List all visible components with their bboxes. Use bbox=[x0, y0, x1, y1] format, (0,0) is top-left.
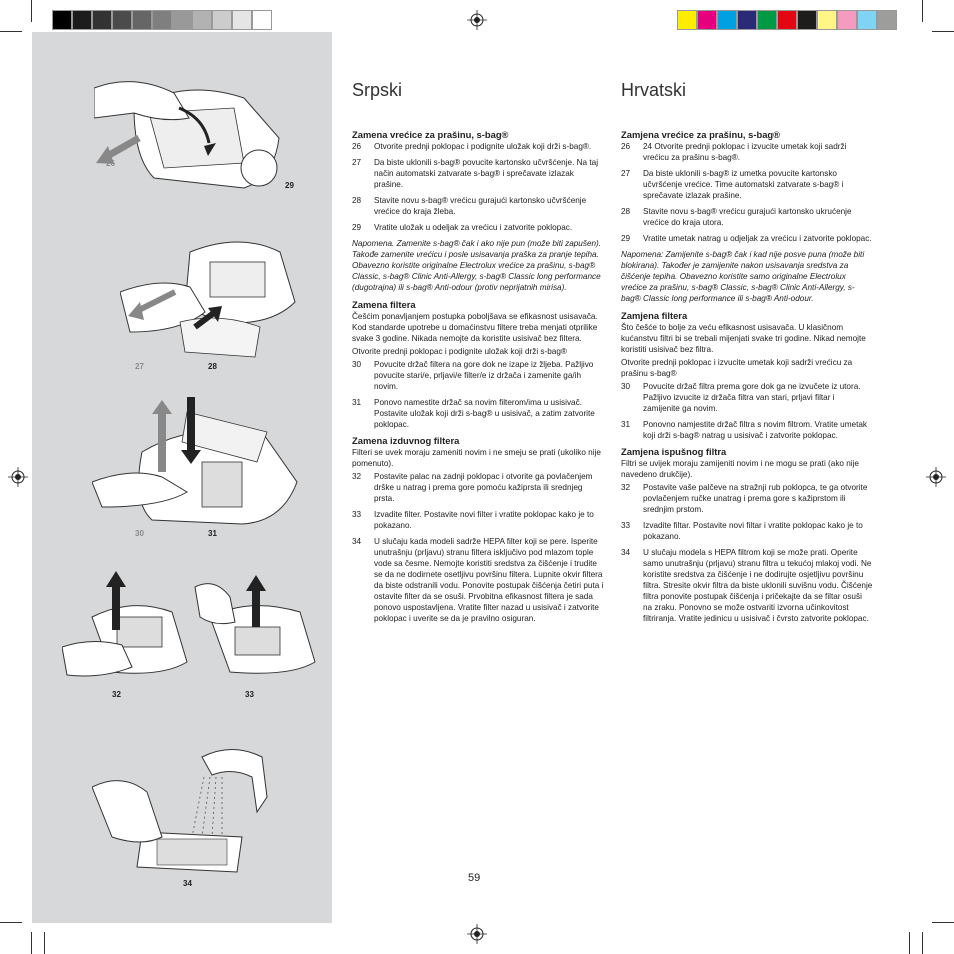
step-item bbox=[621, 381, 873, 414]
srpski-bag-steps bbox=[352, 141, 604, 233]
step-text: Vratite uložak u odeljak za vrećicu i zatvorite poklopac. bbox=[374, 223, 573, 232]
step-item bbox=[621, 141, 873, 163]
crop-mark bbox=[44, 932, 45, 954]
hrvatski-exhaust-steps bbox=[621, 482, 873, 624]
hrvatski-bag-steps bbox=[621, 141, 873, 244]
hrvatski-exhaust-heading: Zamjena ispušnog filtra bbox=[621, 446, 727, 457]
color-swatch bbox=[737, 10, 757, 30]
srpski-column bbox=[352, 78, 604, 629]
color-swatch bbox=[252, 10, 272, 30]
step-text: Da biste uklonili s-bag® iz umetka povucite kartonsko učvršćenje vrećice. Time automatski zatvarate s-bag® i sprečavate izlazak prašine. bbox=[643, 169, 844, 200]
step-number: 29 bbox=[621, 234, 631, 243]
step-text: Povucite držač filtra prema gore dok ga ne izvučete iz utora. Pažljivo izvucite iz držača filtra van stari, prljavi filtar i zamijenite ga novim. bbox=[643, 382, 861, 413]
figure-number-34: 34 bbox=[183, 879, 192, 888]
step-number: 34 bbox=[352, 537, 362, 546]
step-item bbox=[352, 195, 604, 217]
step-text: Vratite umetak natrag u odjeljak za vrećicu i zatvorite poklopac. bbox=[643, 234, 872, 243]
hrvatski-filter-heading: Zamjena filtera bbox=[621, 310, 688, 321]
step-text: Izvadite filtar. Postavite novi filtar i vratite poklopac kako je to pokazano. bbox=[643, 521, 863, 541]
registration-mark-icon bbox=[467, 924, 487, 944]
step-text: 24 Otvorite prednji poklopac i izvucite umetak koji sadrži vrećicu za prašinu s-bag®. bbox=[643, 142, 847, 162]
step-item bbox=[352, 509, 604, 531]
color-swatch bbox=[677, 10, 697, 30]
color-swatch bbox=[857, 10, 877, 30]
hrvatski-filter-intro-2: Otvorite prednji poklopac i izvucite umetak koji sadrži vrećicu za prašinu s-bag® bbox=[621, 358, 853, 378]
registration-mark-icon bbox=[8, 467, 28, 487]
hrvatski-title: Hrvatski bbox=[621, 80, 687, 100]
step-number: 30 bbox=[352, 360, 362, 369]
color-swatch bbox=[777, 10, 797, 30]
color-swatch bbox=[92, 10, 112, 30]
crop-mark bbox=[932, 922, 954, 923]
crop-mark bbox=[909, 932, 910, 954]
step-item bbox=[621, 547, 873, 624]
step-item bbox=[621, 168, 873, 201]
step-text: Otvorite prednji poklopac i podignite uložak koji drži s-bag®. bbox=[374, 142, 592, 151]
step-text: Stavite novu s-bag® vrećicu gurajući kartonsko učvršćenje vrećice do kraja žleba. bbox=[374, 196, 587, 216]
step-text: Postavite vaše palčeve na stražnji rub poklopca, te ga otvorite povlačenjem ručke unatrag i prema gore s kažiprstom ili srednjim prstom. bbox=[643, 483, 868, 514]
step-item bbox=[352, 397, 604, 430]
grey-color-bar bbox=[52, 10, 272, 30]
hrvatski-bag-note: Napomena: Zamijenite s-bag® čak i kad nije posve puna (može biti blokirana). Također je zamijenite nakon usisavanja sredstva za čišćenje tepiha. Obavezno koristite samo originalne Electrolux vrećice za prašinu, s-bag® Classic, s-bag® Clinic Anti-Allergy, s-bag® Classic long performance ili s-bag® Anti-odour. bbox=[621, 250, 865, 303]
figure-number-27: 27 bbox=[135, 362, 144, 371]
step-item bbox=[352, 157, 604, 190]
step-item bbox=[621, 520, 873, 542]
registration-mark-icon bbox=[467, 10, 487, 30]
srpski-filter-intro-2: Otvorite prednji poklopac i podignite uložak koji drži s-bag® bbox=[352, 347, 567, 356]
illustration-panel bbox=[32, 32, 332, 923]
vacuum-bag-removal-illustration bbox=[94, 68, 294, 198]
new-bag-insertion-illustration bbox=[120, 232, 320, 362]
srpski-title: Srpski bbox=[352, 80, 403, 100]
step-text: U slučaju modela s HEPA filtrom koji se može prati. Operite samo unutrašnju (prljavu) stranu filtra u tekućoj mlakoj vodi. Ne koristite sredstva za čišćenje i ne dodirujte osjetljivu površinu filtra. Stresite okvir filtra da biste uklonili suvišnu vodu. Čišćenje filtra ponovite postupak čišćenja i pričekajte da se filtar osuši na zraku. Ponovno se može ostvariti izvorna učinkovitost filtriranja. Vratite jedinicu u usisivač i čvrsto zatvorite poklopac. bbox=[643, 548, 873, 623]
step-text: Ponovno namjestite držač filtra s novim filtrom. Vratite umetak koji drži s-bag® natrag u usisivač i zatvorite poklopac. bbox=[643, 420, 868, 440]
registration-mark-icon bbox=[926, 467, 946, 487]
hrvatski-bag-heading: Zamjena vrećice za prašinu, s-bag® bbox=[621, 129, 781, 140]
step-text: Ponovo namestite držač sa novim filterom/ima u usisivač. Postavite uložak koji drži s-bag® u usisivač, a zatim zatvorite poklopac. bbox=[374, 398, 595, 429]
page-number: 59 bbox=[468, 872, 481, 884]
step-number: 26 bbox=[621, 142, 631, 151]
hrvatski-filter-steps bbox=[621, 381, 873, 441]
crop-mark bbox=[922, 0, 923, 22]
color-swatch bbox=[232, 10, 252, 30]
step-text: Stavite novu s-bag® vrećicu gurajući kartonsko ukrućenje vrećice do kraja utora. bbox=[643, 207, 852, 227]
figure-number-28: 28 bbox=[208, 362, 217, 371]
color-swatch bbox=[877, 10, 897, 30]
step-item bbox=[352, 141, 604, 152]
exhaust-cover-open-illustration bbox=[62, 567, 192, 682]
figure-number-33: 33 bbox=[245, 690, 254, 699]
step-item bbox=[352, 222, 604, 233]
step-number: 32 bbox=[352, 472, 362, 481]
hrvatski-column bbox=[621, 78, 873, 629]
color-swatch bbox=[52, 10, 72, 30]
step-item bbox=[621, 482, 873, 515]
srpski-exhaust-steps bbox=[352, 471, 604, 624]
color-swatch bbox=[212, 10, 232, 30]
hrvatski-filter-intro: Što češće to bolje za veću efikasnost usisavača. U klasičnom kućanstvu filtri bi se trebali mijenjati svake tri godine. Nikad nemojte koristiti usisivač bez filtra. bbox=[621, 323, 866, 354]
process-color-bar bbox=[677, 10, 897, 30]
step-number: 33 bbox=[352, 510, 362, 519]
figure-number-29: 29 bbox=[285, 181, 294, 190]
srpski-bag-heading: Zamena vrećice za prašinu, s-bag® bbox=[352, 129, 509, 140]
step-item bbox=[352, 536, 604, 624]
crop-mark bbox=[0, 31, 22, 32]
srpski-exhaust-heading: Zamena izduvnog filtera bbox=[352, 435, 460, 446]
step-number: 31 bbox=[352, 398, 362, 407]
srpski-filter-heading: Zamena filtera bbox=[352, 299, 416, 310]
filter-holder-illustration bbox=[92, 392, 302, 527]
color-swatch bbox=[837, 10, 857, 30]
step-item bbox=[621, 419, 873, 441]
exhaust-filter-replace-illustration bbox=[190, 567, 320, 682]
step-text: U slučaju kada modeli sadrže HEPA filter koji se pere. Isperite unutrašnju (prljavu) stranu filtera isključivo pod mlazom tople vode sa česme. Nemojte koristiti sredstva za čišćenje i trudite se da ne dodirnete osetljivu površinu filtera. Lupnite okvir filtera da biste odstranili vodu. Ponovite postupak čišćenja četiri puta i ostavite filter da se osuši. Prvobitna efikasnost filtera je sada ponovo uspostavljena. Vratite filter nazad u usisivač i zatvorite poklopac i uverite se da je pravilno osiguran. bbox=[374, 537, 604, 623]
step-number: 26 bbox=[352, 142, 362, 151]
step-text: Povucite držač filtera na gore dok ne izape iz žljeba. Pažljivo povucite stari/e, prljavi/e filter/e iz držača i zamenite ga/ih novim. bbox=[374, 360, 594, 391]
step-number: 28 bbox=[621, 207, 631, 216]
figure-number-31: 31 bbox=[208, 529, 217, 538]
step-number: 34 bbox=[621, 548, 631, 557]
color-swatch bbox=[192, 10, 212, 30]
color-swatch bbox=[697, 10, 717, 30]
step-text: Postavite palac na zadnji poklopac i otvorite ga povlačenjem drške u natrag i prema gore pomoću kažiprsta ili srednjeg prsta. bbox=[374, 472, 593, 503]
step-item bbox=[621, 206, 873, 228]
step-number: 28 bbox=[352, 196, 362, 205]
color-swatch bbox=[717, 10, 737, 30]
color-swatch bbox=[172, 10, 192, 30]
step-text: Da biste uklonili s-bag® povucite kartonsko učvršćenje. Na taj način automatski zatvarate s-bag® i sprečavate izlazak prašine. bbox=[374, 158, 599, 189]
crop-mark bbox=[922, 932, 923, 954]
srpski-bag-note: Napomena. Zamenite s-bag® čak i ako nije pun (može biti zapušen). Takođe zamenite vrećicu i posle usisavanja praška za pranje tepiha. Obavezno koristite originalne Electrolux vrećice za prašinu, s-bag® Classic, s-bag® Clinic Anti-Allergy, s-bag® Classic long performance (dugotrajna) ili s-bag® Anti-odour (protiv neprijatnih mirisa). bbox=[352, 239, 602, 292]
figure-number-26: 26 bbox=[106, 159, 115, 168]
step-number: 33 bbox=[621, 521, 631, 530]
step-number: 27 bbox=[352, 158, 362, 167]
hrvatski-exhaust-intro: Filtri se uvijek moraju zamijeniti novim i ne mogu se prati (ako nije navedeno drukčije). bbox=[621, 459, 859, 479]
crop-mark bbox=[31, 932, 32, 954]
color-swatch bbox=[112, 10, 132, 30]
step-text: Izvadite filter. Postavite novi filter i vratite poklopac kako je to pokazano. bbox=[374, 510, 594, 530]
crop-mark bbox=[932, 31, 954, 32]
hepa-filter-washing-illustration bbox=[92, 737, 282, 877]
crop-mark bbox=[31, 0, 32, 22]
step-number: 27 bbox=[621, 169, 631, 178]
figure-number-32: 32 bbox=[112, 690, 121, 699]
step-item bbox=[352, 471, 604, 504]
crop-mark bbox=[0, 922, 22, 923]
step-number: 32 bbox=[621, 483, 631, 492]
step-number: 30 bbox=[621, 382, 631, 391]
srpski-filter-intro: Češćim ponavljanjem postupka poboljšava se efikasnost usisavača. Kod standarde upotrebe u domaćinstvu filtere treba menjati otprilike svake 3 godine. Nikada nemojte da koristite usisivač bez filtera. bbox=[352, 312, 598, 343]
color-swatch bbox=[797, 10, 817, 30]
color-swatch bbox=[152, 10, 172, 30]
srpski-exhaust-intro: Filteri se uvek moraju zameniti novim i ne smeju se prati (ukoliko nije pomenuto). bbox=[352, 448, 601, 468]
step-number: 29 bbox=[352, 223, 362, 232]
srpski-filter-steps bbox=[352, 359, 604, 430]
color-swatch bbox=[72, 10, 92, 30]
color-swatch bbox=[757, 10, 777, 30]
color-swatch bbox=[817, 10, 837, 30]
step-number: 31 bbox=[621, 420, 631, 429]
color-swatch bbox=[132, 10, 152, 30]
step-item bbox=[352, 359, 604, 392]
step-item bbox=[621, 233, 873, 244]
figure-number-30: 30 bbox=[135, 529, 144, 538]
